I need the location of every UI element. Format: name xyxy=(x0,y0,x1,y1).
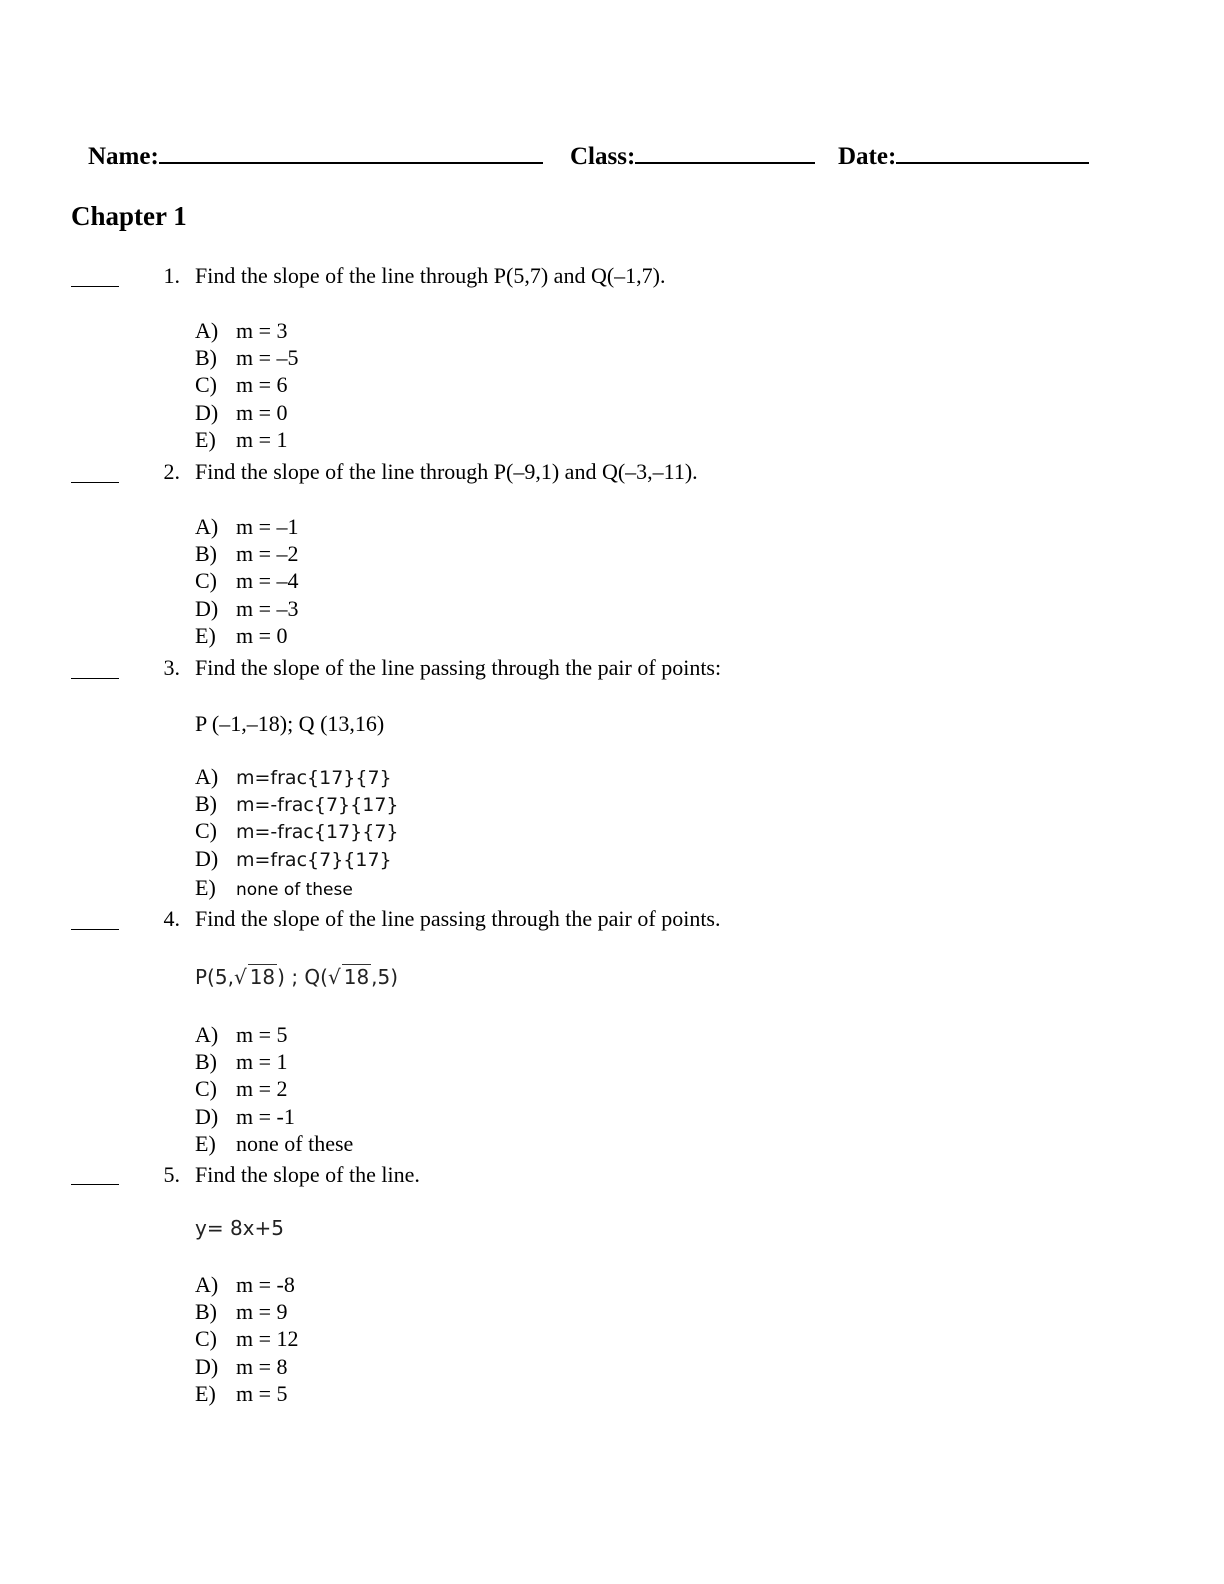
option-value: m=frac{17}{7} xyxy=(236,767,392,789)
option xyxy=(195,1326,299,1352)
option xyxy=(195,1272,295,1298)
name-field xyxy=(88,142,543,171)
option-letter: C) xyxy=(195,372,217,397)
option-letter: C) xyxy=(195,568,217,593)
option xyxy=(195,1022,288,1048)
option-value: m = 5 xyxy=(236,1381,288,1406)
option-letter: B) xyxy=(195,1049,217,1074)
option-letter: E) xyxy=(195,1381,216,1406)
point-pair: P(5,√ 18 ) ; Q(√ 18 ,5) xyxy=(195,965,399,989)
option-letter: E) xyxy=(195,427,216,452)
option-letter: E) xyxy=(195,1131,216,1156)
option-letter: D) xyxy=(195,400,219,425)
option-letter: B) xyxy=(195,541,217,566)
point-p-prefix: P(5, xyxy=(195,965,234,989)
question-text: Find the slope of the line. xyxy=(195,1162,420,1187)
option-value: m = -1 xyxy=(236,1104,295,1129)
option-value: m = 1 xyxy=(236,427,288,452)
option xyxy=(195,318,288,344)
date-field xyxy=(838,142,1089,171)
option xyxy=(195,1131,353,1157)
option xyxy=(195,1354,288,1380)
date-label: Date: xyxy=(838,143,897,170)
option xyxy=(195,623,288,649)
date-blank-line[interactable] xyxy=(896,142,1089,164)
question-number: 5. xyxy=(163,1162,180,1187)
option xyxy=(195,345,299,371)
question-text: Find the slope of the line through P(5,7) and Q(–1,7). xyxy=(195,263,666,288)
option xyxy=(195,400,288,426)
option xyxy=(195,427,288,453)
name-blank-line[interactable] xyxy=(159,142,543,164)
answer-blank-1[interactable] xyxy=(71,286,119,287)
class-field xyxy=(570,142,815,171)
option-value: m = –4 xyxy=(236,568,299,593)
option-value: m = 1 xyxy=(236,1049,288,1074)
option xyxy=(195,1049,288,1075)
option xyxy=(195,818,399,844)
option xyxy=(195,541,299,567)
option-value: m = 0 xyxy=(236,623,288,648)
question-number: 3. xyxy=(163,655,180,680)
option-value: m = –2 xyxy=(236,541,299,566)
option-letter: D) xyxy=(195,1354,219,1379)
option-letter: C) xyxy=(195,818,217,843)
option-value: m = 3 xyxy=(236,318,288,343)
option xyxy=(195,1299,288,1325)
option-value: m = 8 xyxy=(236,1354,288,1379)
option-letter: B) xyxy=(195,345,217,370)
option-value: m = 2 xyxy=(236,1076,288,1101)
option-value: m = 6 xyxy=(236,372,288,397)
answer-blank-3[interactable] xyxy=(71,678,119,679)
option-letter: A) xyxy=(195,764,219,789)
sqrt-radicand: 18 xyxy=(343,965,370,989)
option xyxy=(195,1104,295,1130)
chapter-title: Chapter 1 xyxy=(71,201,187,231)
option-value: m = 12 xyxy=(236,1326,299,1351)
option-value: m = 0 xyxy=(236,400,288,425)
option-letter: A) xyxy=(195,318,219,343)
question-number: 4. xyxy=(163,906,180,931)
point-mid: ) ; Q( xyxy=(277,965,328,989)
option-letter: E) xyxy=(195,875,216,900)
option-letter: C) xyxy=(195,1076,217,1101)
option-letter: B) xyxy=(195,1299,217,1324)
point-q-suffix: ,5) xyxy=(371,965,399,989)
class-blank-line[interactable] xyxy=(635,142,815,164)
option-letter: E) xyxy=(195,623,216,648)
question-number: 1. xyxy=(163,263,180,288)
option-letter: D) xyxy=(195,1104,219,1129)
option-letter: D) xyxy=(195,596,219,621)
class-label: Class: xyxy=(570,143,636,170)
option-value: m = -8 xyxy=(236,1272,295,1297)
option-value: m = –3 xyxy=(236,596,299,621)
question-text: Find the slope of the line passing through the pair of points. xyxy=(195,906,721,931)
equation: y= 8x+5 xyxy=(195,1216,284,1240)
option-letter: B) xyxy=(195,791,217,816)
question-text: Find the slope of the line passing through the pair of points: xyxy=(195,655,722,680)
option-letter: D) xyxy=(195,846,219,871)
option-value: m=-frac{7}{17} xyxy=(236,794,399,816)
question-number: 2. xyxy=(163,459,180,484)
option-value: m=-frac{17}{7} xyxy=(236,821,399,843)
option-letter: A) xyxy=(195,514,219,539)
option xyxy=(195,1381,288,1407)
name-label: Name: xyxy=(88,143,159,170)
option xyxy=(195,875,353,901)
answer-blank-4[interactable] xyxy=(71,929,119,930)
option-letter: C) xyxy=(195,1326,217,1351)
answer-blank-2[interactable] xyxy=(71,482,119,483)
question-text: Find the slope of the line through P(–9,1) and Q(–3,–11). xyxy=(195,459,698,484)
option xyxy=(195,596,299,622)
option-value: m = 5 xyxy=(236,1022,288,1047)
option xyxy=(195,514,299,540)
option-letter: A) xyxy=(195,1272,219,1297)
point-pair: P (–1,–18); Q (13,16) xyxy=(195,711,385,736)
option xyxy=(195,764,392,790)
option-value: m=frac{7}{17} xyxy=(236,849,392,871)
option-letter: A) xyxy=(195,1022,219,1047)
option xyxy=(195,568,299,594)
option xyxy=(195,846,392,872)
answer-blank-5[interactable] xyxy=(71,1184,119,1185)
option-value: m = –5 xyxy=(236,345,299,370)
option-value: none of these xyxy=(236,1131,354,1156)
option-value: m = –1 xyxy=(236,514,299,539)
option xyxy=(195,372,288,398)
option-value: m = 9 xyxy=(236,1299,288,1324)
option xyxy=(195,791,399,817)
option-value: none of these xyxy=(236,880,353,900)
option xyxy=(195,1076,288,1102)
sqrt-radicand: 18 xyxy=(249,965,276,989)
